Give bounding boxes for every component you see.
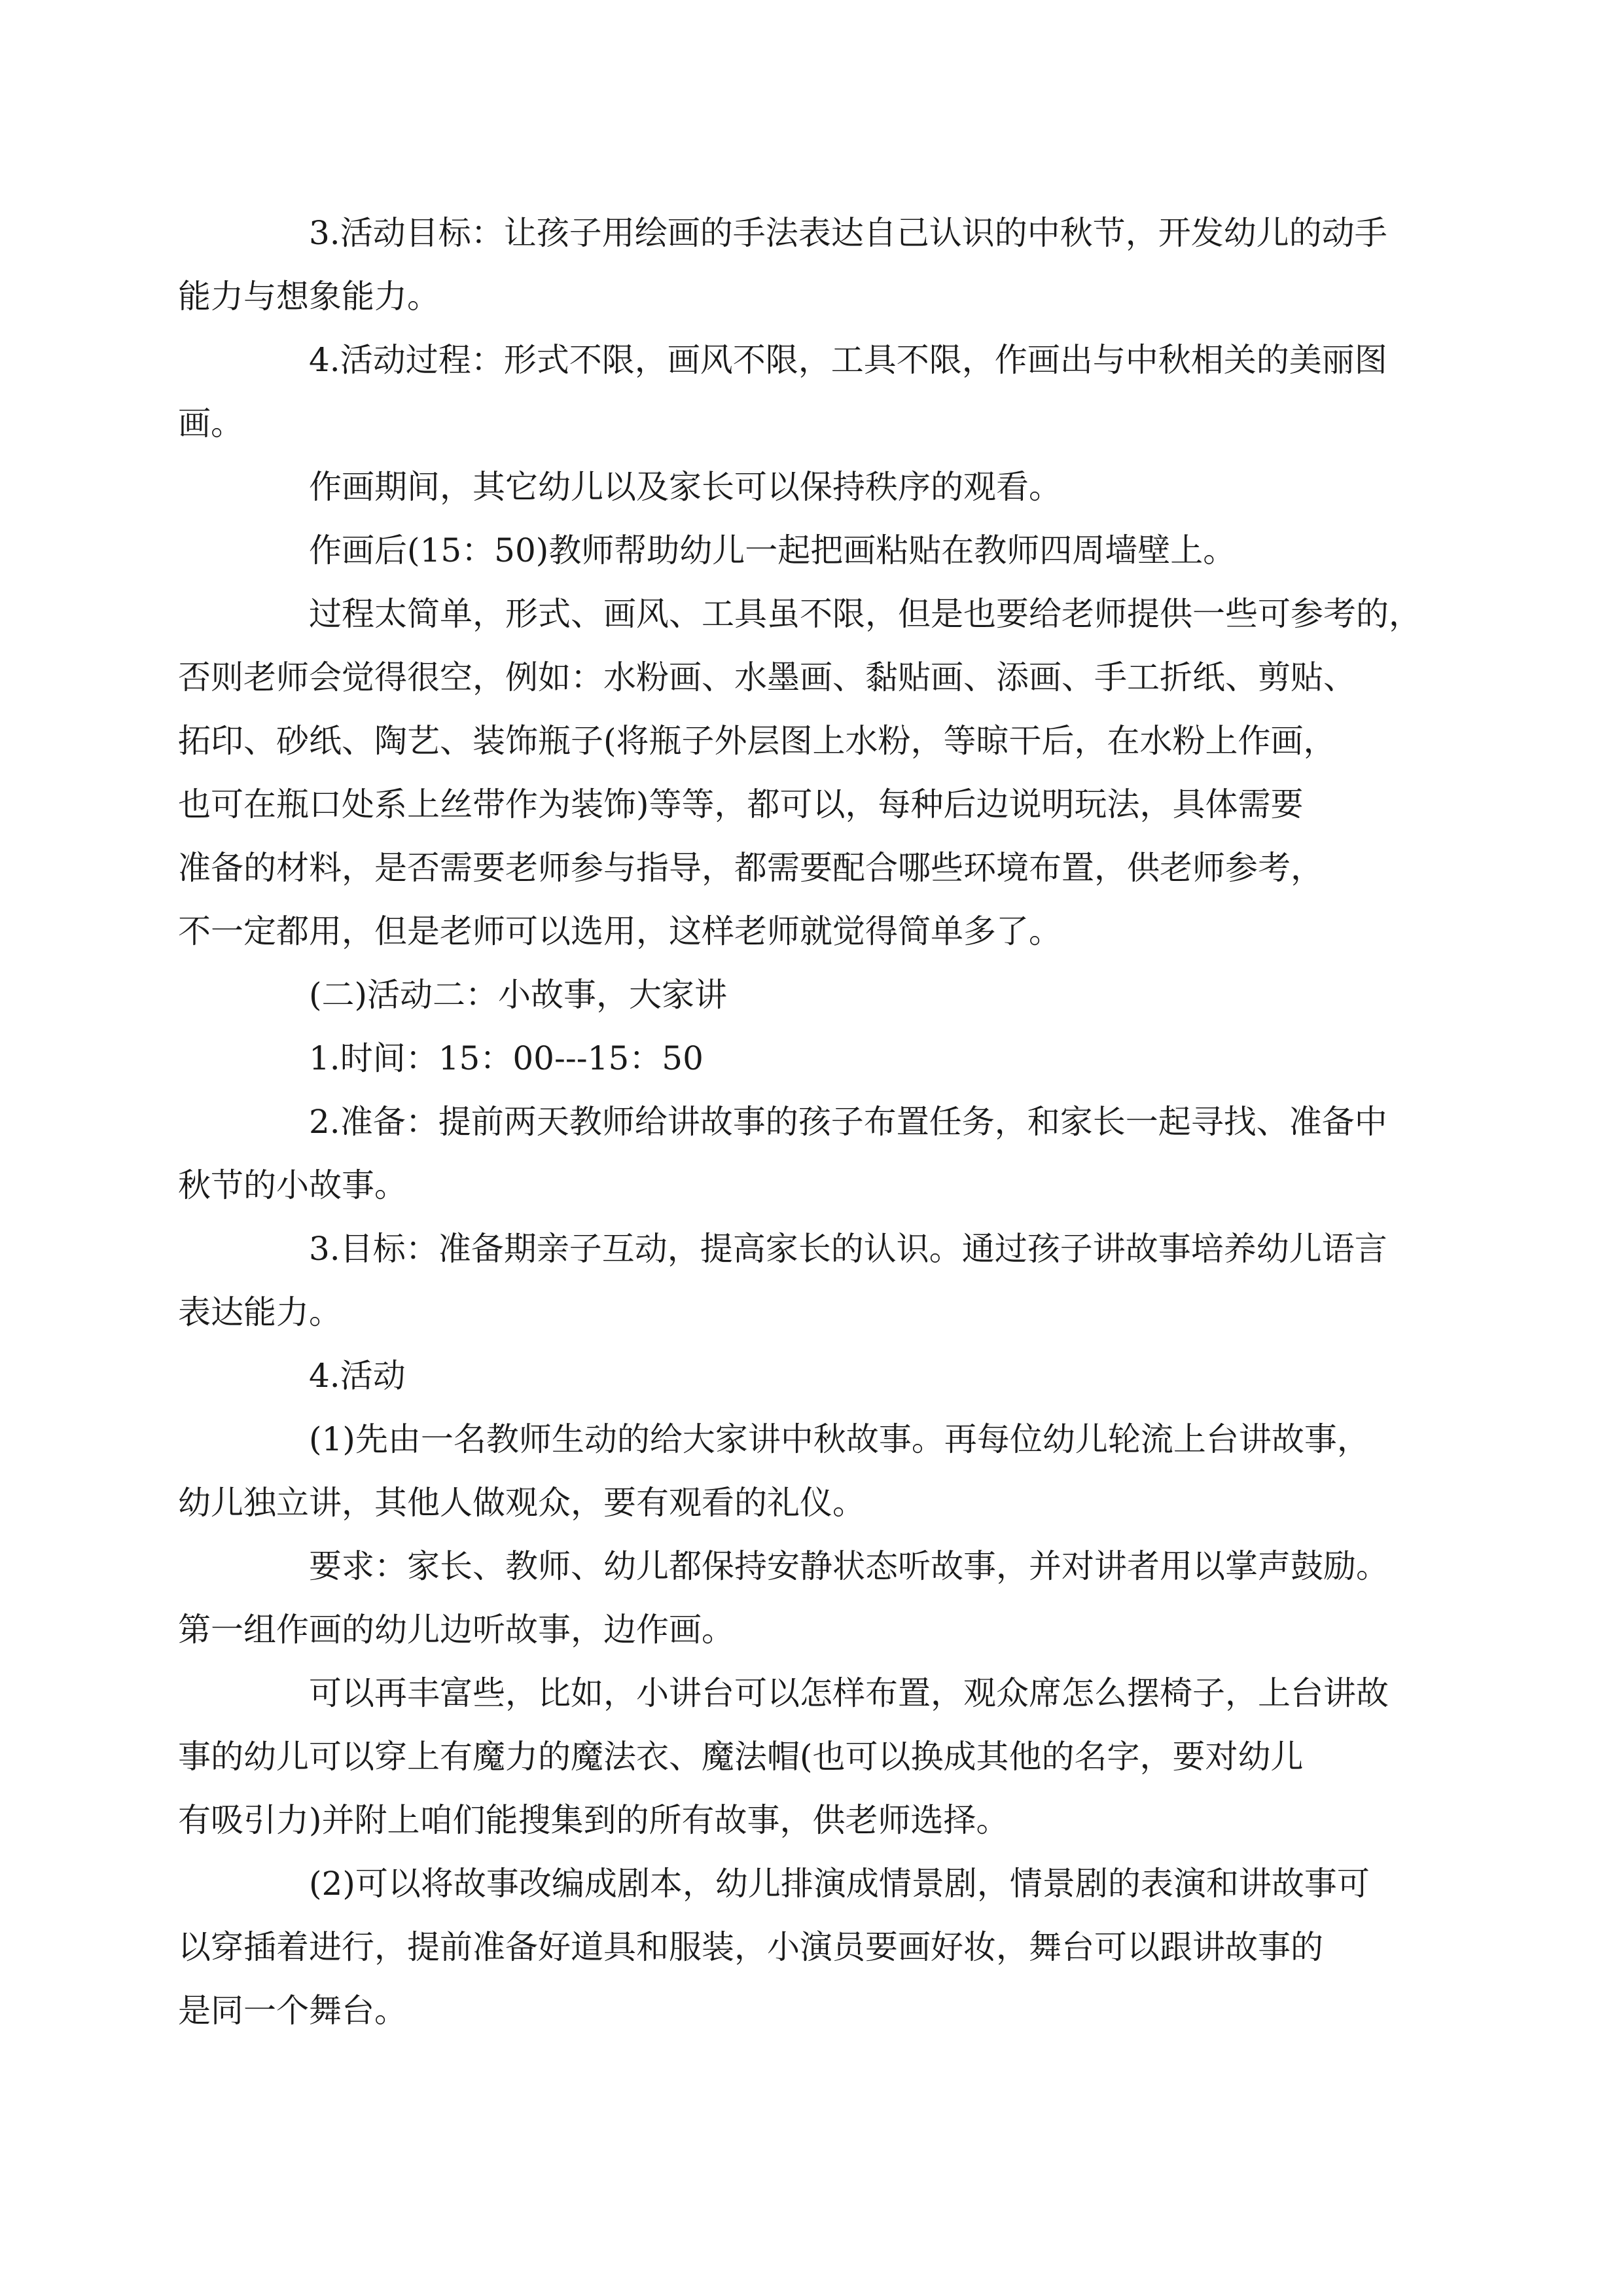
paragraph-after-drawing [243, 519, 1395, 583]
text-line: 否则老师会觉得很空，例如：水粉画、水墨画、黏贴画、添画、手工折纸、剪贴、 [178, 658, 1356, 696]
paragraph-process-suggestion [178, 583, 1421, 963]
text-line: 过程太简单，形式、画风、工具虽不限，但是也要给老师提供一些可参考的， [309, 595, 1421, 633]
paragraph-activity-goal [178, 202, 1395, 329]
paragraph-activity-label [243, 1344, 1395, 1408]
paragraph-goal [178, 1217, 1395, 1344]
text-line: 能力与想象能力。 [178, 278, 440, 315]
text-line: 2.准备：提前两天教师给讲故事的孩子布置任务，和家长一起寻找、准备中 [309, 1103, 1387, 1141]
text-line: 有吸引力)并附上咱们能搜集到的所有故事，供老师选择。 [178, 1801, 1009, 1839]
text-line: 作画后(15：50)教师帮助幼儿一起把画粘贴在教师四周墙壁上。 [309, 531, 1236, 569]
text-line: 准备的材料，是否需要老师参与指导，都需要配合哪些环境布置，供老师参考， [178, 849, 1323, 887]
text-line: (二)活动二：小故事，大家讲 [309, 976, 728, 1014]
text-line: 事的幼儿可以穿上有魔力的魔法衣、魔法帽(也可以换成其他的名字，要对幼儿 [178, 1738, 1304, 1776]
section-heading-activity-two [243, 963, 1395, 1027]
text-line: 不一定都用，但是老师可以选用，这样老师就觉得简单多了。 [178, 912, 1061, 950]
text-line: 画。 [178, 404, 243, 442]
text-line: (1)先由一名教师生动的给大家讲中秋故事。再每位幼儿轮流上台讲故事， [309, 1420, 1370, 1458]
text-line: 表达能力。 [178, 1293, 342, 1331]
text-line: 幼儿独立讲，其他人做观众，要有观看的礼仪。 [178, 1484, 865, 1522]
document-body [178, 202, 1421, 2043]
text-line: 拓印、砂纸、陶艺、装饰瓶子(将瓶子外层图上水粉，等晾干后，在水粉上作画， [178, 722, 1336, 760]
paragraph-time [243, 1027, 1395, 1090]
text-line: 以穿插着进行，提前准备好道具和服装，小演员要画好妆，舞台可以跟讲故事的 [178, 1928, 1323, 1966]
text-line: 3.目标：准备期亲子互动，提高家长的认识。通过孩子讲故事培养幼儿语言 [309, 1230, 1387, 1268]
text-line: 是同一个舞台。 [178, 1992, 407, 2030]
paragraph-preparation [178, 1090, 1395, 1217]
paragraph-step-one [178, 1408, 1395, 1535]
text-line: 4.活动 [309, 1357, 406, 1395]
text-line: 3.活动目标：让孩子用绘画的手法表达自己认识的中秋节，开发幼儿的动手 [309, 214, 1387, 252]
text-line: 1.时间：15：00---15：50 [309, 1039, 704, 1077]
paragraph-enrichment [178, 1662, 1395, 1852]
text-line: 作画期间，其它幼儿以及家长可以保持秩序的观看。 [309, 468, 1061, 506]
text-line: (2)可以将故事改编成剧本，幼儿排演成情景剧，情景剧的表演和讲故事可 [309, 1865, 1370, 1903]
text-line: 可以再丰富些，比如，小讲台可以怎样布置，观众席怎么摆椅子，上台讲故 [309, 1674, 1389, 1712]
paragraph-step-two [178, 1852, 1395, 2043]
paragraph-activity-process [178, 329, 1395, 456]
text-line: 4.活动过程：形式不限，画风不限，工具不限，作画出与中秋相关的美丽图 [309, 341, 1387, 379]
paragraph-during-drawing [243, 456, 1395, 519]
text-line: 也可在瓶口处系上丝带作为装饰)等等，都可以，每种后边说明玩法，具体需要 [178, 785, 1304, 823]
text-line: 要求：家长、教师、幼儿都保持安静状态听故事，并对讲者用以掌声鼓励。 [309, 1547, 1389, 1585]
text-line: 第一组作画的幼儿边听故事，边作画。 [178, 1611, 734, 1649]
paragraph-requirements [178, 1535, 1395, 1662]
text-line: 秋节的小故事。 [178, 1166, 407, 1204]
